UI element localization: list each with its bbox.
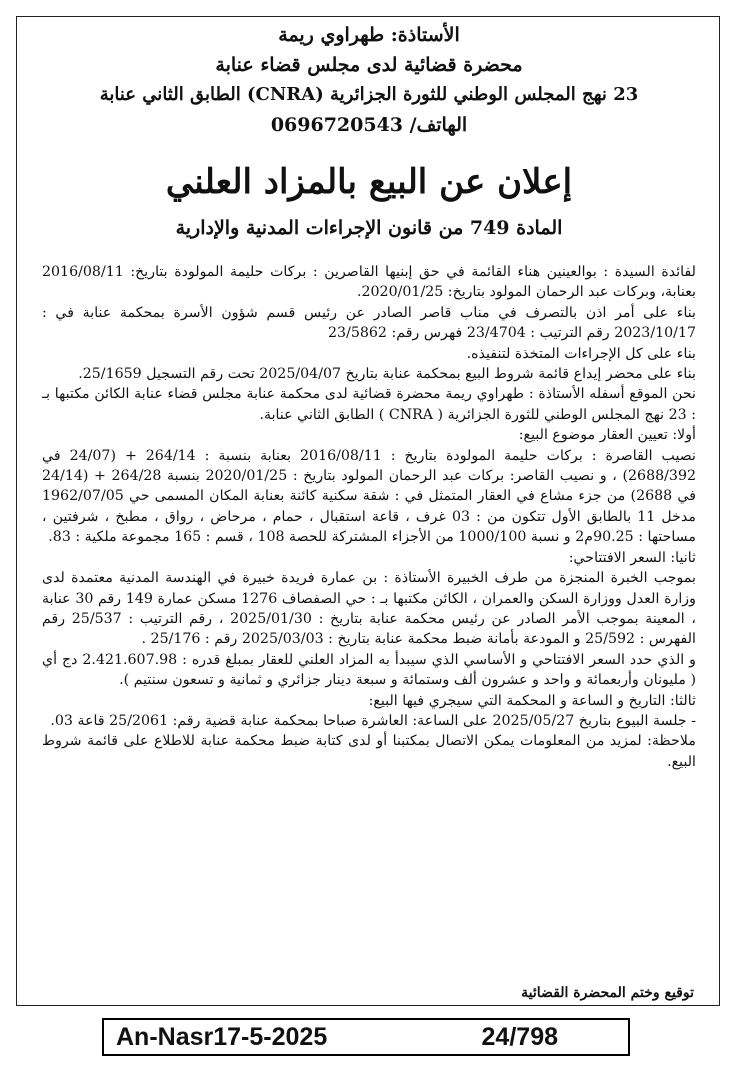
notice-title: إعلان عن البيع بالمزاد العلني <box>165 162 573 202</box>
section-date-heading: ثالثا: التاريخ و الساعة و المحكمة التي سيجري فيها البيع: <box>368 692 696 709</box>
expertise-paragraph: بموجب الخبرة المنجزة من طرف الخبيرة الأستاذة : بن عمارة فريدة خبيرة في الهندسة المدنية معتمدة لدى وزارة العدل ووزارة السكن والعمران ، الكائن مكتبها بـ : حي الصفصاف 1276 مسكن عمارة 149 رقم 30 عنابة ، المعينة بموجب الأمر الصادر عن رئيس محكمة عنابة بتاريخ : 2025/01/30 ، رقم الترتيب : 25/537 رقم الفهرس : 25/592 و المودعة بأمانة ضبط محكمة عنابة بتاريخ : 2025/03/03 رقم : 25/176 . <box>42 570 696 648</box>
deposit-paragraph: بناء على محضر إيداع قائمة شروط البيع بمحكمة عنابة بتاريخ 2025/04/07 تحت رقم التسجيل 25/1659. <box>78 366 696 383</box>
price-paragraph: و الذي حدد السعر الافتتاحي و الأساسي الذي سيبدأ به المزاد العلني للعقار بمبلغ قدره : 2.421.607.98 دج أي ( مليونان وأربعمائة و واحد و عشرون ألف وستمائة و سبعة دينار جزائري و ثمانية و تسعون سنتيم ). <box>42 651 696 689</box>
notice-body <box>42 262 696 772</box>
note-paragraph: ملاحظة: لمزيد من المعلومات يمكن الاتصال بمكتبنا أو لدى كتابة ضبط محكمة عنابة للاطلاع على قائمة شروط البيع. <box>42 733 696 770</box>
section-price-heading: ثانيا: السعر الافتتاحي: <box>568 549 696 566</box>
bailiff-phone: الهاتف/ 0696720543 <box>270 114 468 136</box>
session-paragraph: - جلسة البيوع بتاريخ 2025/05/27 على الساعة: العاشرة صباحا بمحكمة عنابة قضية رقم: 25/2061 قاعة 03. <box>50 712 696 729</box>
procedures-paragraph: بناء على كل الإجراءات المتخذة لتنفيذه. <box>466 345 696 362</box>
bailiff-address: 23 نهج المجلس الوطني للثورة الجزائرية (CNRA) الطابق الثاني عنابة <box>99 84 639 105</box>
bailiff-paragraph: نحن الموقع أسفله الأستاذة : طهراوي ريمة محضرة قضائية لدى محكمة عنابة مجلس قضاء عنابة الكائن مكتبها بـ : 23 نهج المجلس الوطني للثورة الجزائرية ( CNRA ) الطابق الثاني عنابة. <box>42 386 696 423</box>
section-property-heading: أولا: تعيين العقار موضوع البيع: <box>518 427 696 444</box>
property-paragraph: نصيب القاصرة : بركات حليمة المولودة بتاريخ : 2016/08/11 بعنابة بنسبة : 264/14 + (24/07 في 2688/392) ، و نصيب القاصر: بركات عبد الرحمان المولود بتاريخ : 2020/01/25 بنسبة 264/28 + (24/14 في 2688) من جزء مشاع في العقار المتمثل في : شقة سكنية كائنة بعنابة المكان المسمى حي 1962/07/05 مدخل 11 بالطابق الأول تتكون من : 03 غرف ، قاعة استقبال ، حمام ، مرحاض ، رواق ، مطبخ ، شرفتين ، مساحتها : 90.25م2 و نسبة 1000/100 من الأجزاء المشتركة للحصة 108 ، قسم : 165 مجموعة ملكية : 83. <box>42 447 696 546</box>
order-paragraph: بناء على أمر اذن بالتصرف في مناب قاصر الصادر عن رئيس قسم شؤون الأسرة بمحكمة عنابة في : 2023/10/17 رقم الترتيب : 23/4704 فهرس رقم: 23/5862 <box>42 304 696 342</box>
bailiff-title: محضرة قضائية لدى مجلس قضاء عنابة <box>215 54 523 76</box>
bailiff-name: الأستاذة: طهراوي ريمة <box>278 24 460 46</box>
notice-subtitle: المادة 749 من قانون الإجراءات المدنية والإدارية <box>175 217 563 239</box>
beneficiary-paragraph: لفائدة السيدة : بوالعينين هناء القائمة في حق إبنيها القاصرين : بركات حليمة المولودة بتاريخ: 2016/08/11 بعنابة، وبركات عبد الرحمان المولود بتاريخ: 2020/01/25. <box>42 264 696 301</box>
publication-footer <box>102 1018 630 1056</box>
publication-number: 24/798 <box>481 1022 558 1051</box>
signature-line: توقيع وختم المحضرة القضائية <box>521 985 694 1001</box>
publication-ref: An-Nasr17-5-2025 <box>116 1022 328 1051</box>
bailiff-header <box>22 20 716 140</box>
